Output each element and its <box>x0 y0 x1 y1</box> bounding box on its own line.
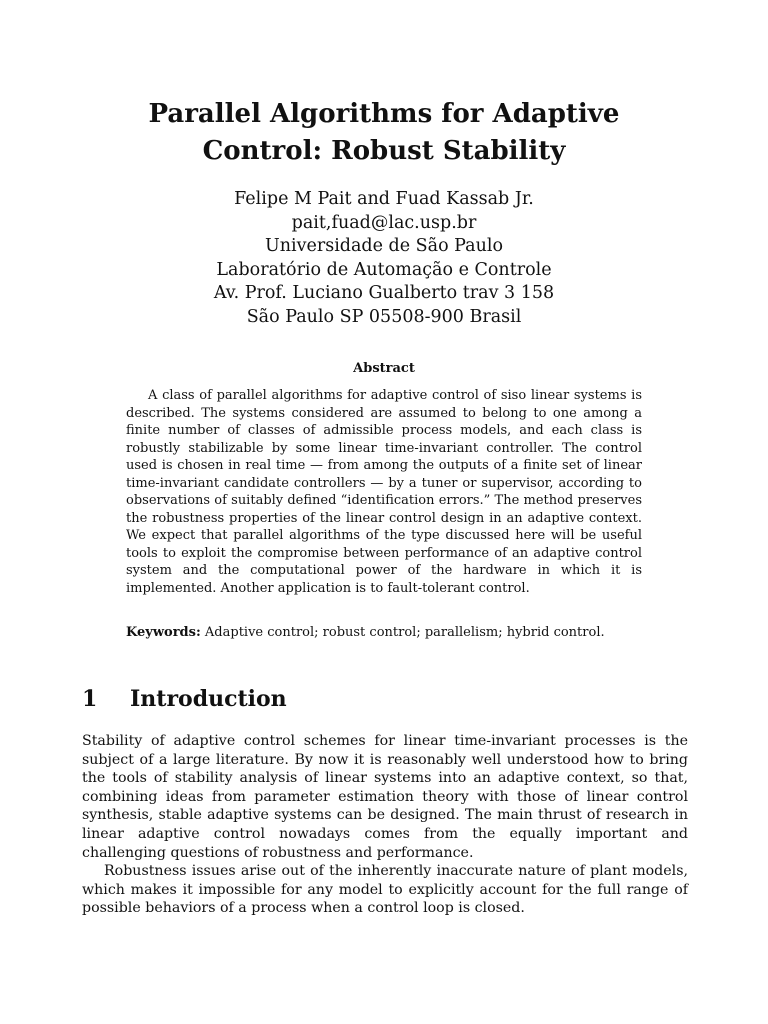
author-email: pait,fuad@lac.usp.br <box>291 212 477 233</box>
intro-paragraph-1: Stability of adaptive control schemes for linear time-invariant processes is the subject of a large literature. By now it is reasonably well understood how to bring the tools of stability analysis of linear systems into an adaptive context, so that, combining ideas from parameter estimation theory with those of linear control synthesis, stable adaptive systems can be designed. The main thrust of research in linear adaptive control nowadays comes from the equally important and challenging questions of robustness and performance. <box>82 733 688 861</box>
section-number: 1 <box>82 686 98 712</box>
author-university: Universidade de São Paulo <box>264 236 504 256</box>
author-street: Av. Prof. Luciano Gualberto trav 3 158 <box>213 283 555 303</box>
intro-paragraph-2: Robustness issues arise out of the inherently inaccurate nature of plant models, which makes it impossible for any model to explicitly account for the full range of possible behaviors of a process when a control loop is closed. <box>82 863 688 917</box>
paper-title <box>0 96 768 170</box>
author-city: São Paulo SP 05508-900 Brasil <box>246 306 522 327</box>
keywords-text: Adaptive control; robust control; parallelism; hybrid control. <box>204 625 605 640</box>
title-line-1: Parallel Algorithms for Adaptive <box>148 99 620 129</box>
abstract-text: A class of parallel algorithms for adaptive control of siso linear systems is described. The systems considered are assumed to belong to one among a finite number of classes of admissible process models, and each class is robustly stabilizable by some linear time-invariant controller. The control used is chosen in real time — from among the outputs of a finite set of linear time-invariant candidate controllers — by a tuner or supervisor, according to observations of suitably defined “identification errors.” The method preserves the robustness properties of the linear control design in an adaptive context. We expect that parallel algorithms of the type discussed here will be useful tools to exploit the compromise between performance of an adaptive control system and the computational power of the hardware in which it is implemented. Another application is to fault-tolerant control. <box>126 388 642 596</box>
author-block <box>0 188 768 329</box>
abstract-heading: Abstract <box>353 361 415 376</box>
keywords-label: Keywords: <box>126 625 201 640</box>
section-title: Introduction <box>130 686 287 712</box>
title-line-2: Control: Robust Stability <box>202 136 566 166</box>
author-lab: Laboratório de Automação e Controle <box>216 259 552 280</box>
section-heading <box>82 686 287 712</box>
keywords <box>126 624 642 642</box>
author-names: Felipe M Pait and Fuad Kassab Jr. <box>234 189 534 209</box>
